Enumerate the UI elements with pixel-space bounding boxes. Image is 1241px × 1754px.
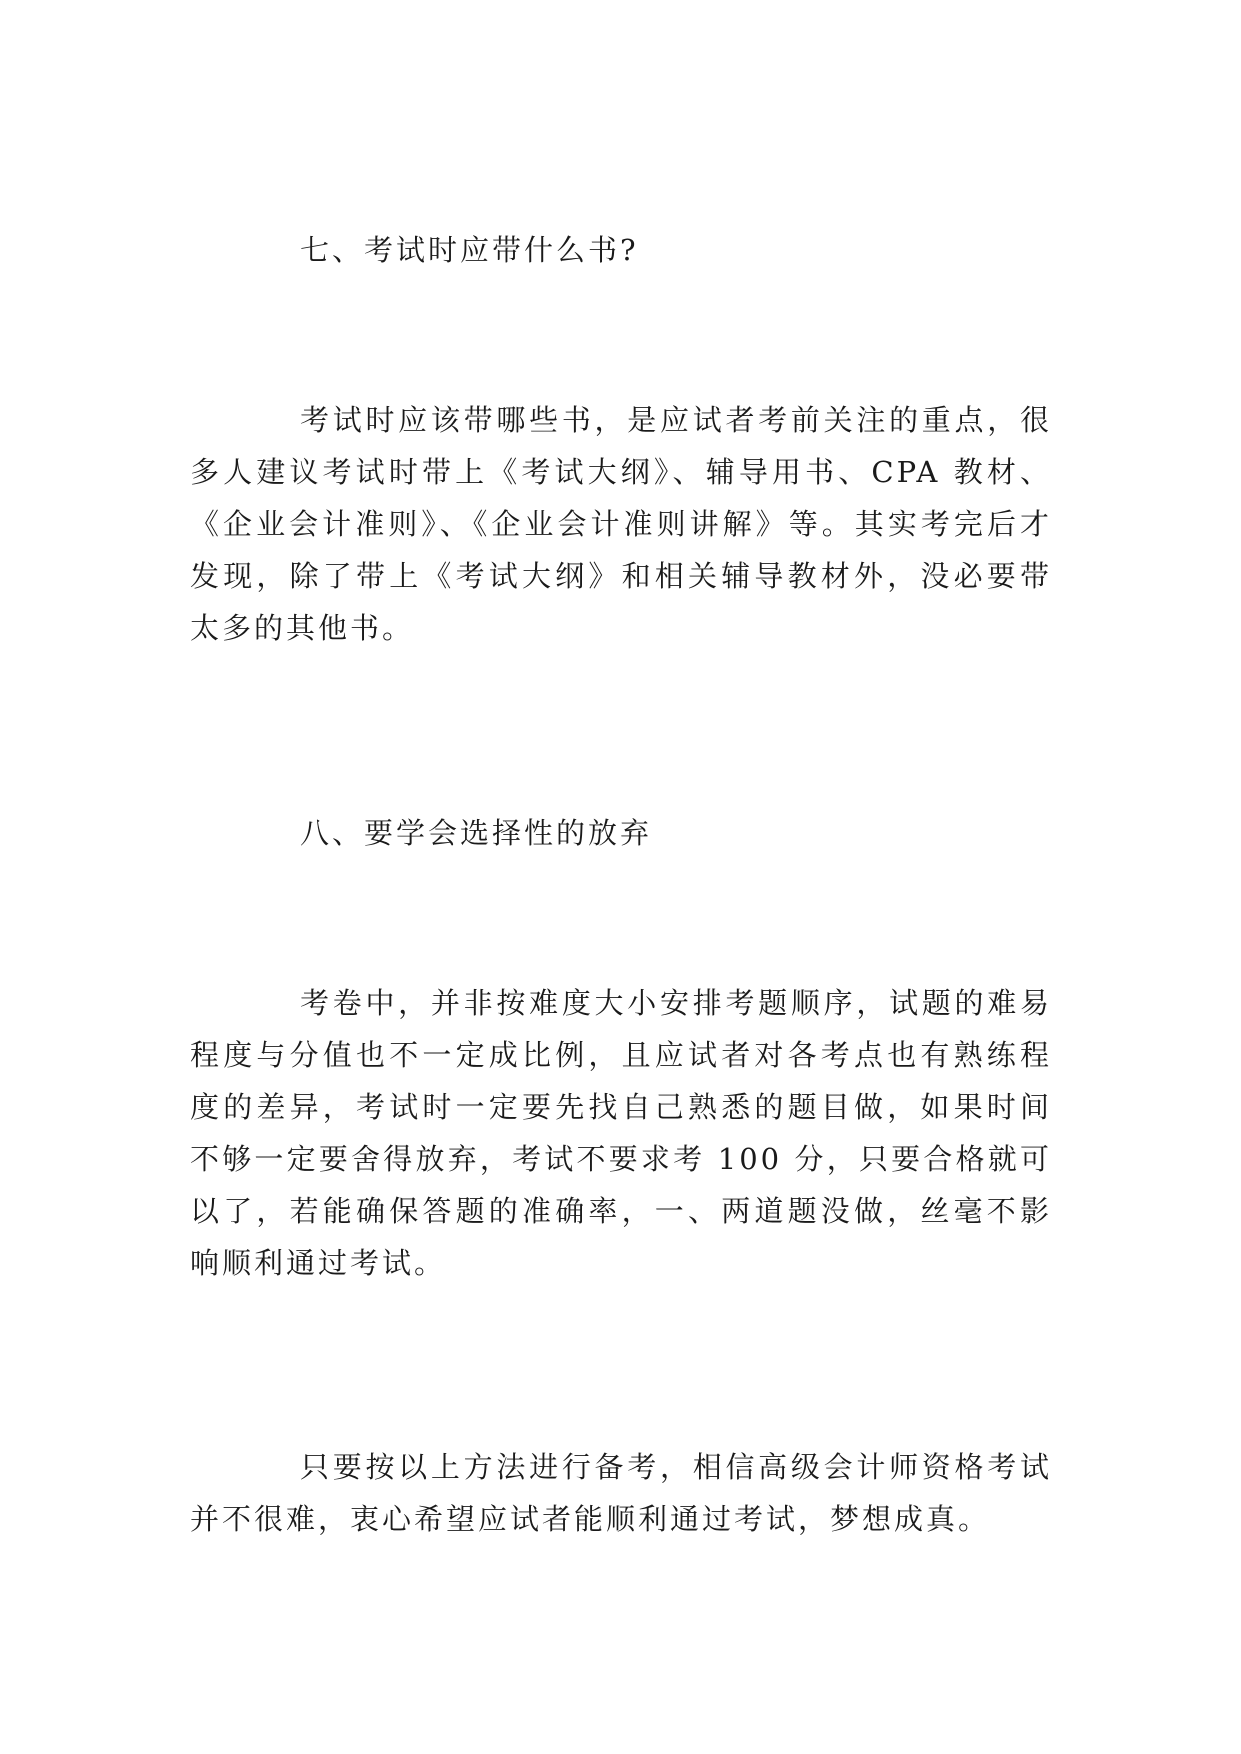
section-paragraph-7: 考试时应该带哪些书，是应试者考前关注的重点，很多人建议考试时带上《考试大纲》、辅导用书、CPA 教材、《企业会计准则》、《企业会计准则讲解》等。其实考完后才发现，除了带上《考试大纲》和相关辅导教材外，没必要带太多的其他书。 bbox=[190, 403, 1052, 645]
closing-paragraph: 只要按以上方法进行备考，相信高级会计师资格考试并不很难，衷心希望应试者能顺利通过考试，梦想成真。 bbox=[190, 1450, 1052, 1536]
section-heading-7: 七、考试时应带什么书? bbox=[300, 233, 639, 267]
section-heading-8: 八、要学会选择性的放弃 bbox=[300, 816, 653, 850]
section-paragraph-8: 考卷中，并非按难度大小安排考题顺序，试题的难易程度与分值也不一定成比例，且应试者对各考点也有熟练程度的差异，考试时一定要先找自己熟悉的题目做，如果时间不够一定要舍得放弃，考试不要求考 100 分，只要合格就可以了，若能确保答题的准确率，一、两道题没做，丝毫不影响顺利通过考试。 bbox=[190, 986, 1052, 1280]
